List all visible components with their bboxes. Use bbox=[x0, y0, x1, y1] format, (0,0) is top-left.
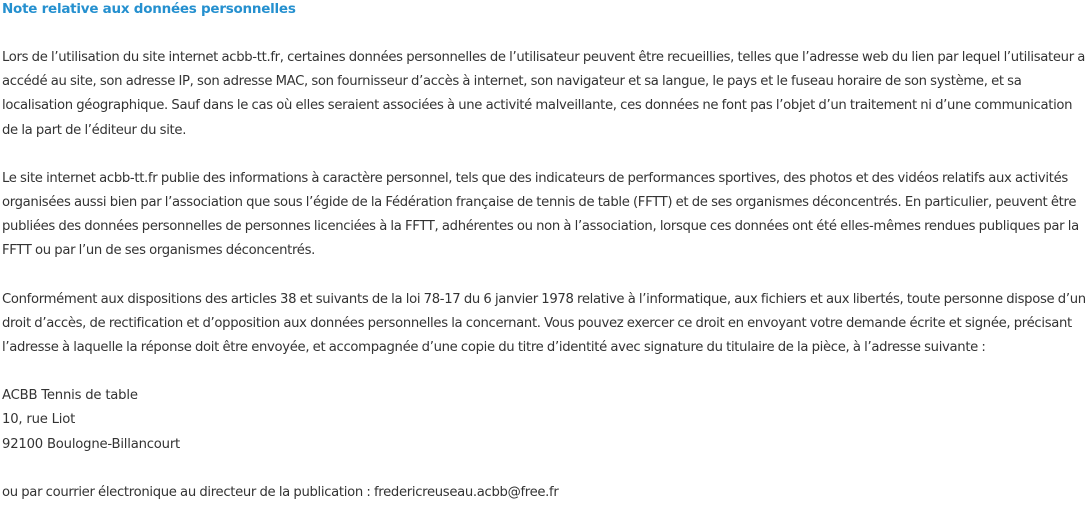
contact-prefix: ou par courrier électronique au directeur de la publication : bbox=[2, 484, 374, 500]
address-city: 92100 Boulogne-Billancourt bbox=[2, 436, 181, 452]
publisher-email-link[interactable]: fredericreuseau.acbb@free.fr bbox=[373, 484, 559, 500]
address-street: 10, rue Liot bbox=[2, 412, 76, 428]
page-title: Note relative aux données personnelles bbox=[2, 1, 296, 17]
address-name: ACBB Tennis de table bbox=[2, 388, 138, 404]
paragraph-rights: Conformément aux dispositions des articles 38 et suivants de la loi 78-17 du 6 janvier 1978 relative à l’informatique, aux fichiers et aux libertés, toute personne dispose d’un droit d’accès, de rectification et d’opposition aux données personnelles la concernant. Vous pouvez exercer ce droit en envoyant votre demande écrite et signée, précisant l’adresse à laquelle la réponse doit être envoyée, et accompagnée d’une copie du titre d’identité avec signature du titulaire de la pièce, à l’adresse suivante : bbox=[2, 291, 1086, 356]
paragraph-data-publication: Le site internet acbb-tt.fr publie des informations à caractère personnel, tels que des indicateurs de performances sportives, des photos et des vidéos relatifs aux activités organisées aussi bien par l’association que sous l’égide de la Fédération française de tennis de table (FFTT) et de ses organismes déconcentrés. En particulier, peuvent être publiées des données personnelles de personnes licenciées à la FFTT, adhérentes ou non à l’association, lorsque ces données ont été elles-mêmes rendues publiques par la FFTT ou par l’un de ses organismes déconcentrés. bbox=[2, 170, 1079, 259]
postal-address bbox=[2, 384, 1088, 457]
paragraph-data-collection: Lors de l’utilisation du site internet acbb-tt.fr, certaines données personnelles de l’utilisateur peuvent être recueillies, telles que l’adresse web du lien par lequel l’utilisateur a accédé au site, son adresse IP, son adresse MAC, son fournisseur d’accès à internet, son navigateur et sa langue, le pays et le fuseau horaire de son système, et sa localisation géographique. Sauf dans le cas où elles seraient associées à une activité malveillante, ces données ne font pas l’objet d’un traitement ni d’une communication de la part de l’éditeur du site. bbox=[2, 50, 1086, 138]
contact-line bbox=[2, 481, 1088, 505]
